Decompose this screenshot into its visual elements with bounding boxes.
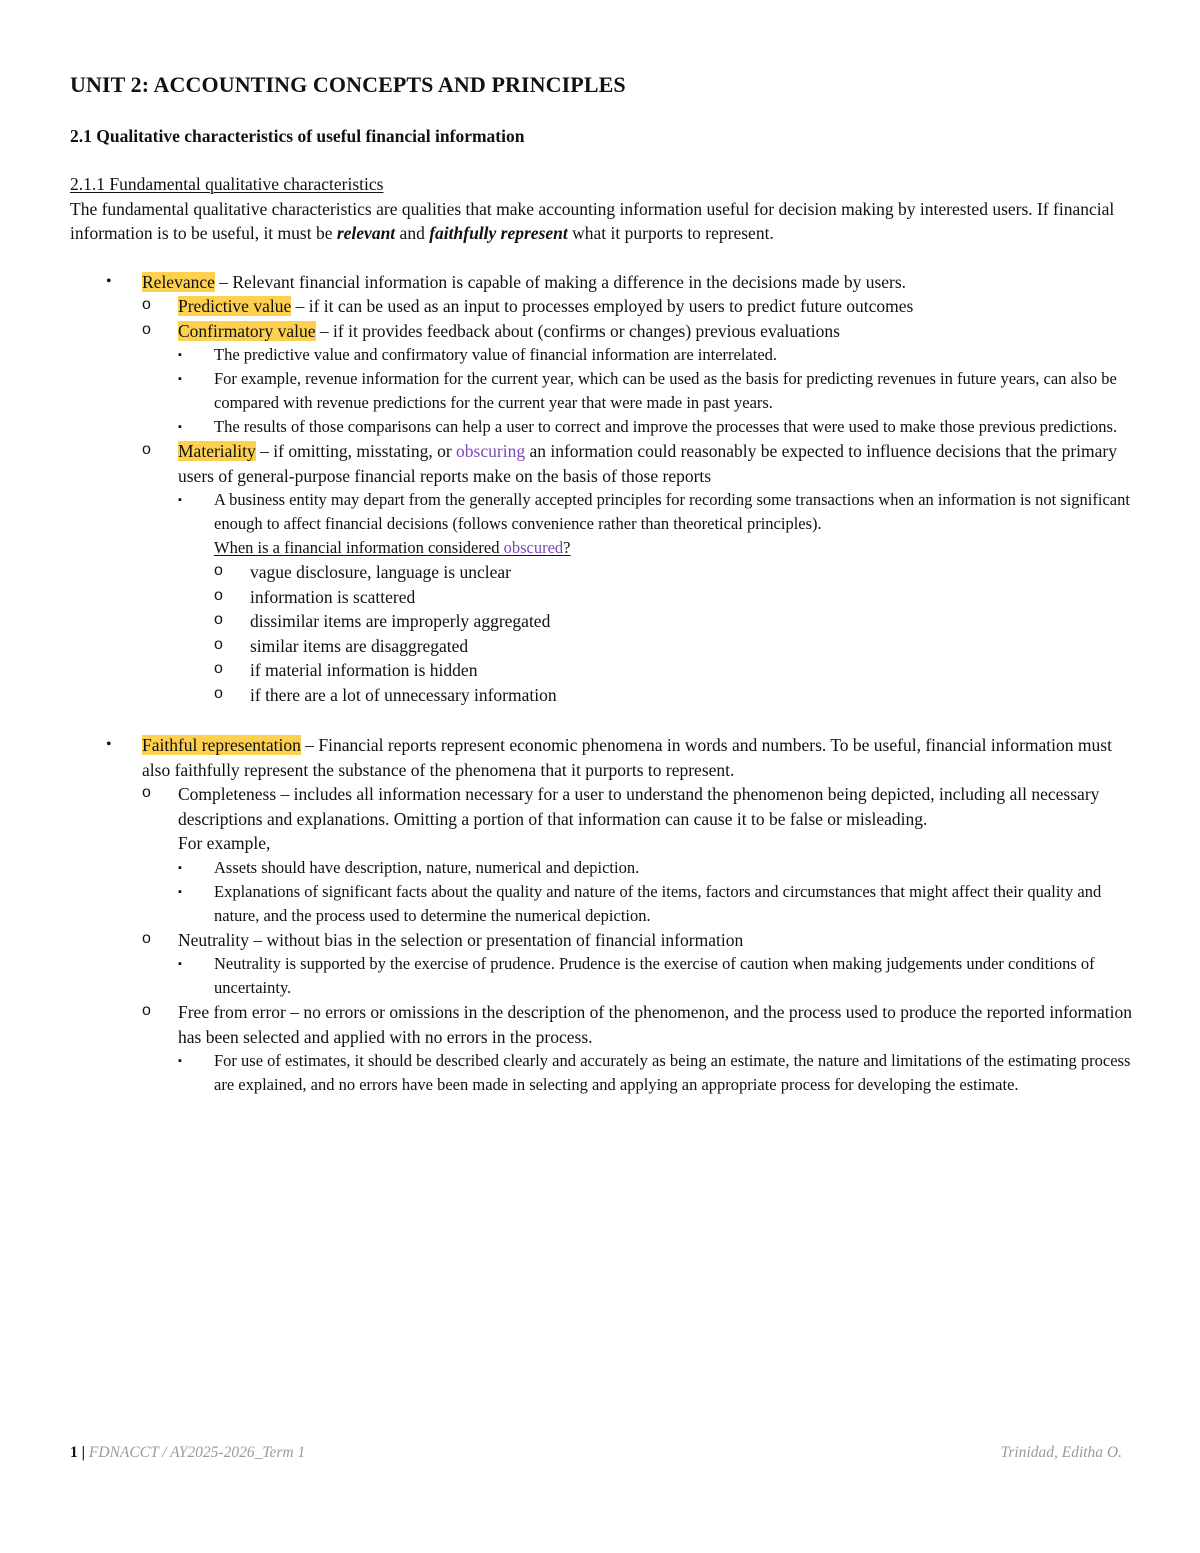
circle-bullet-icon: o	[142, 296, 151, 313]
obscured-list	[214, 560, 1135, 707]
predictive-value-item	[142, 294, 1135, 319]
circle-bullet-icon: o	[142, 320, 151, 338]
circle-bullet-icon: o	[142, 784, 151, 801]
free-from-error-text: Free from error – no errors or omissions in the description of the phenomenon, and the process used to produce the reported information has been selected and applied with no errors in the process.	[178, 1002, 1132, 1047]
circle-bullet-icon: o	[214, 611, 223, 628]
completeness-points	[178, 856, 1135, 928]
faithful-representation-item	[70, 733, 1135, 1097]
obscured-text: vague disclosure, language is unclear	[250, 562, 511, 582]
square-bullet-icon: ▪	[178, 494, 182, 506]
materiality-item	[142, 439, 1135, 707]
faithful-term: Faithful representation	[142, 735, 301, 755]
list-item	[178, 952, 1135, 1000]
faithful-desc: – Financial reports represent economic phenomena in words and numbers. To be useful, financial information must also faithfully represent the substance of the phenomena that it purports to represent.	[142, 735, 1112, 780]
footer-author: Trinidad, Editha O.	[1000, 1444, 1122, 1461]
square-bullet-icon: ▪	[178, 373, 182, 385]
question-mark: ?	[563, 538, 571, 557]
circle-bullet-icon: o	[214, 660, 223, 677]
square-bullet-icon: ▪	[178, 958, 182, 970]
completeness-item	[142, 782, 1135, 928]
list-item	[214, 683, 1135, 708]
list-item	[178, 343, 1135, 367]
neutrality-points	[178, 952, 1135, 1000]
point-text: Neutrality is supported by the exercise of prudence. Prudence is the exercise of caution when making judgements under conditions of uncertainty.	[214, 954, 1095, 997]
list-item	[178, 880, 1135, 928]
circle-bullet-icon: o	[214, 635, 223, 653]
list-item	[214, 585, 1135, 610]
materiality-points	[178, 488, 1135, 707]
obscured-text: if there are a lot of unnecessary information	[250, 684, 557, 705]
point-text: Explanations of significant facts about the quality and nature of the items, factors and circumstances that might affect their quality and nature, and the process used to determine the numerical depiction.	[214, 881, 1102, 925]
intro-paragraph	[70, 197, 1135, 246]
intro-text-b: what it purports to represent.	[567, 223, 774, 243]
completeness-text: Completeness – includes all information necessary for a user to understand the phenomenon being depicted, including all necessary descriptions and explanations. Omitting a portion of that information can cause it to be false or misleading.	[178, 784, 1100, 829]
intro-faithful: faithfully represent	[429, 223, 568, 243]
relevance-desc: – Relevant financial information is capable of making a difference in the decisions made by users.	[214, 271, 907, 292]
square-bullet-icon: ▪	[178, 1055, 182, 1067]
neutrality-text: Neutrality – without bias in the selection or presentation of financial information	[178, 929, 744, 950]
square-bullet-icon: ▪	[178, 885, 182, 898]
obscured-text: information is scattered	[250, 586, 416, 607]
point-text: For use of estimates, it should be described clearly and accurately as being an estimate, the nature and limitations of the estimating process are explained, and no errors have been made in selecting and applying an appropriate process for developing the estimate.	[214, 1051, 1131, 1094]
free-from-error-points	[178, 1049, 1135, 1097]
obscured-question	[214, 538, 570, 557]
circle-bullet-icon: o	[142, 1002, 151, 1019]
list-item	[178, 367, 1135, 415]
list-item	[214, 609, 1135, 634]
intro-relevant: relevant	[336, 223, 396, 243]
list-item	[178, 415, 1135, 439]
intro-and: and	[395, 223, 430, 243]
predictive-term: Predictive value	[178, 296, 292, 316]
predictive-desc: – if it can be used as an input to processes employed by users to predict future outcomes	[291, 296, 914, 316]
confirmatory-value-item	[142, 319, 1135, 440]
obscured-word: obscured	[503, 538, 564, 557]
circle-bullet-icon: o	[214, 562, 223, 579]
circle-bullet-icon: o	[142, 441, 151, 458]
list-item	[214, 658, 1135, 683]
example-label: For example,	[178, 833, 271, 853]
point-text: The predictive value and confirmatory value of financial information are interrelated.	[214, 345, 778, 364]
point-text: For example, revenue information for the current year, which can be used as the basis for predicting revenues in future years, can also be compared with revenue predictions for the current year that were made in past years.	[214, 369, 1117, 412]
square-bullet-icon: ▪	[178, 349, 182, 361]
footer-course: FDNACCT / AY2025-2026_Term 1	[88, 1444, 306, 1461]
question-text: When is a financial information considered	[214, 538, 504, 557]
bullet-icon: •	[106, 272, 112, 290]
subsection-heading-text: 2.1.1 Fundamental qualitative characteristics	[70, 174, 384, 194]
document-page	[70, 72, 1135, 1097]
relevance-term: Relevance	[142, 271, 215, 292]
obscured-text: similar items are disaggregated	[250, 635, 469, 656]
intro-text-a: The fundamental qualitative characteristics are qualities that make accounting information useful for decision making by interested users. If financial information is to be useful, it must be	[70, 198, 1115, 243]
list-item	[178, 488, 1135, 707]
obscuring-word: obscuring	[456, 441, 526, 461]
materiality-term: Materiality	[178, 441, 256, 461]
circle-bullet-icon: o	[214, 684, 223, 702]
relevance-sublist	[142, 294, 1135, 707]
circle-bullet-icon: o	[214, 586, 223, 604]
characteristics-list	[70, 270, 1135, 708]
point-text: The results of those comparisons can help a user to correct and improve the processes that were used to make those previous predictions.	[214, 417, 1118, 436]
point-text: Assets should have description, nature, numerical and depiction.	[214, 857, 640, 877]
faithful-list	[70, 733, 1135, 1097]
list-item	[178, 856, 1135, 880]
neutrality-item	[142, 928, 1135, 1001]
list-item	[214, 560, 1135, 585]
faithful-sublist	[142, 782, 1135, 1097]
point-text: A business entity may depart from the generally accepted principles for recording some transactions when an information is not significant enough to affect financial decisions (follows convenience rather than theoretical principles).	[214, 490, 1130, 533]
square-bullet-icon: ▪	[178, 861, 182, 874]
list-item	[214, 634, 1135, 659]
free-from-error-item	[142, 1000, 1135, 1097]
obscured-text: dissimilar items are improperly aggregated	[250, 611, 551, 631]
footer-separator: |	[77, 1444, 89, 1461]
unit-title: UNIT 2: ACCOUNTING CONCEPTS AND PRINCIPLES	[70, 72, 626, 97]
relevance-item	[70, 270, 1135, 708]
confirmatory-points	[178, 343, 1135, 439]
confirmatory-term: Confirmatory value	[178, 320, 316, 341]
confirmatory-desc: – if it provides feedback about (confirms or changes) previous evaluations	[315, 320, 840, 341]
subsection-heading	[70, 172, 1135, 197]
list-item	[178, 1049, 1135, 1097]
section-heading: 2.1 Qualitative characteristics of useful financial information	[70, 126, 525, 146]
bullet-icon: •	[106, 736, 112, 753]
materiality-desc-b: an information could reasonably be expected to influence decisions that the primary users of general-purpose financial reports make on the basis of those reports	[178, 441, 1117, 486]
page-footer	[70, 1444, 1122, 1462]
square-bullet-icon: ▪	[178, 421, 182, 433]
obscured-text: if material information is hidden	[250, 660, 478, 680]
page-number: 1	[70, 1444, 78, 1461]
circle-bullet-icon: o	[142, 929, 151, 947]
materiality-desc-a: – if omitting, misstating, or	[255, 441, 457, 461]
